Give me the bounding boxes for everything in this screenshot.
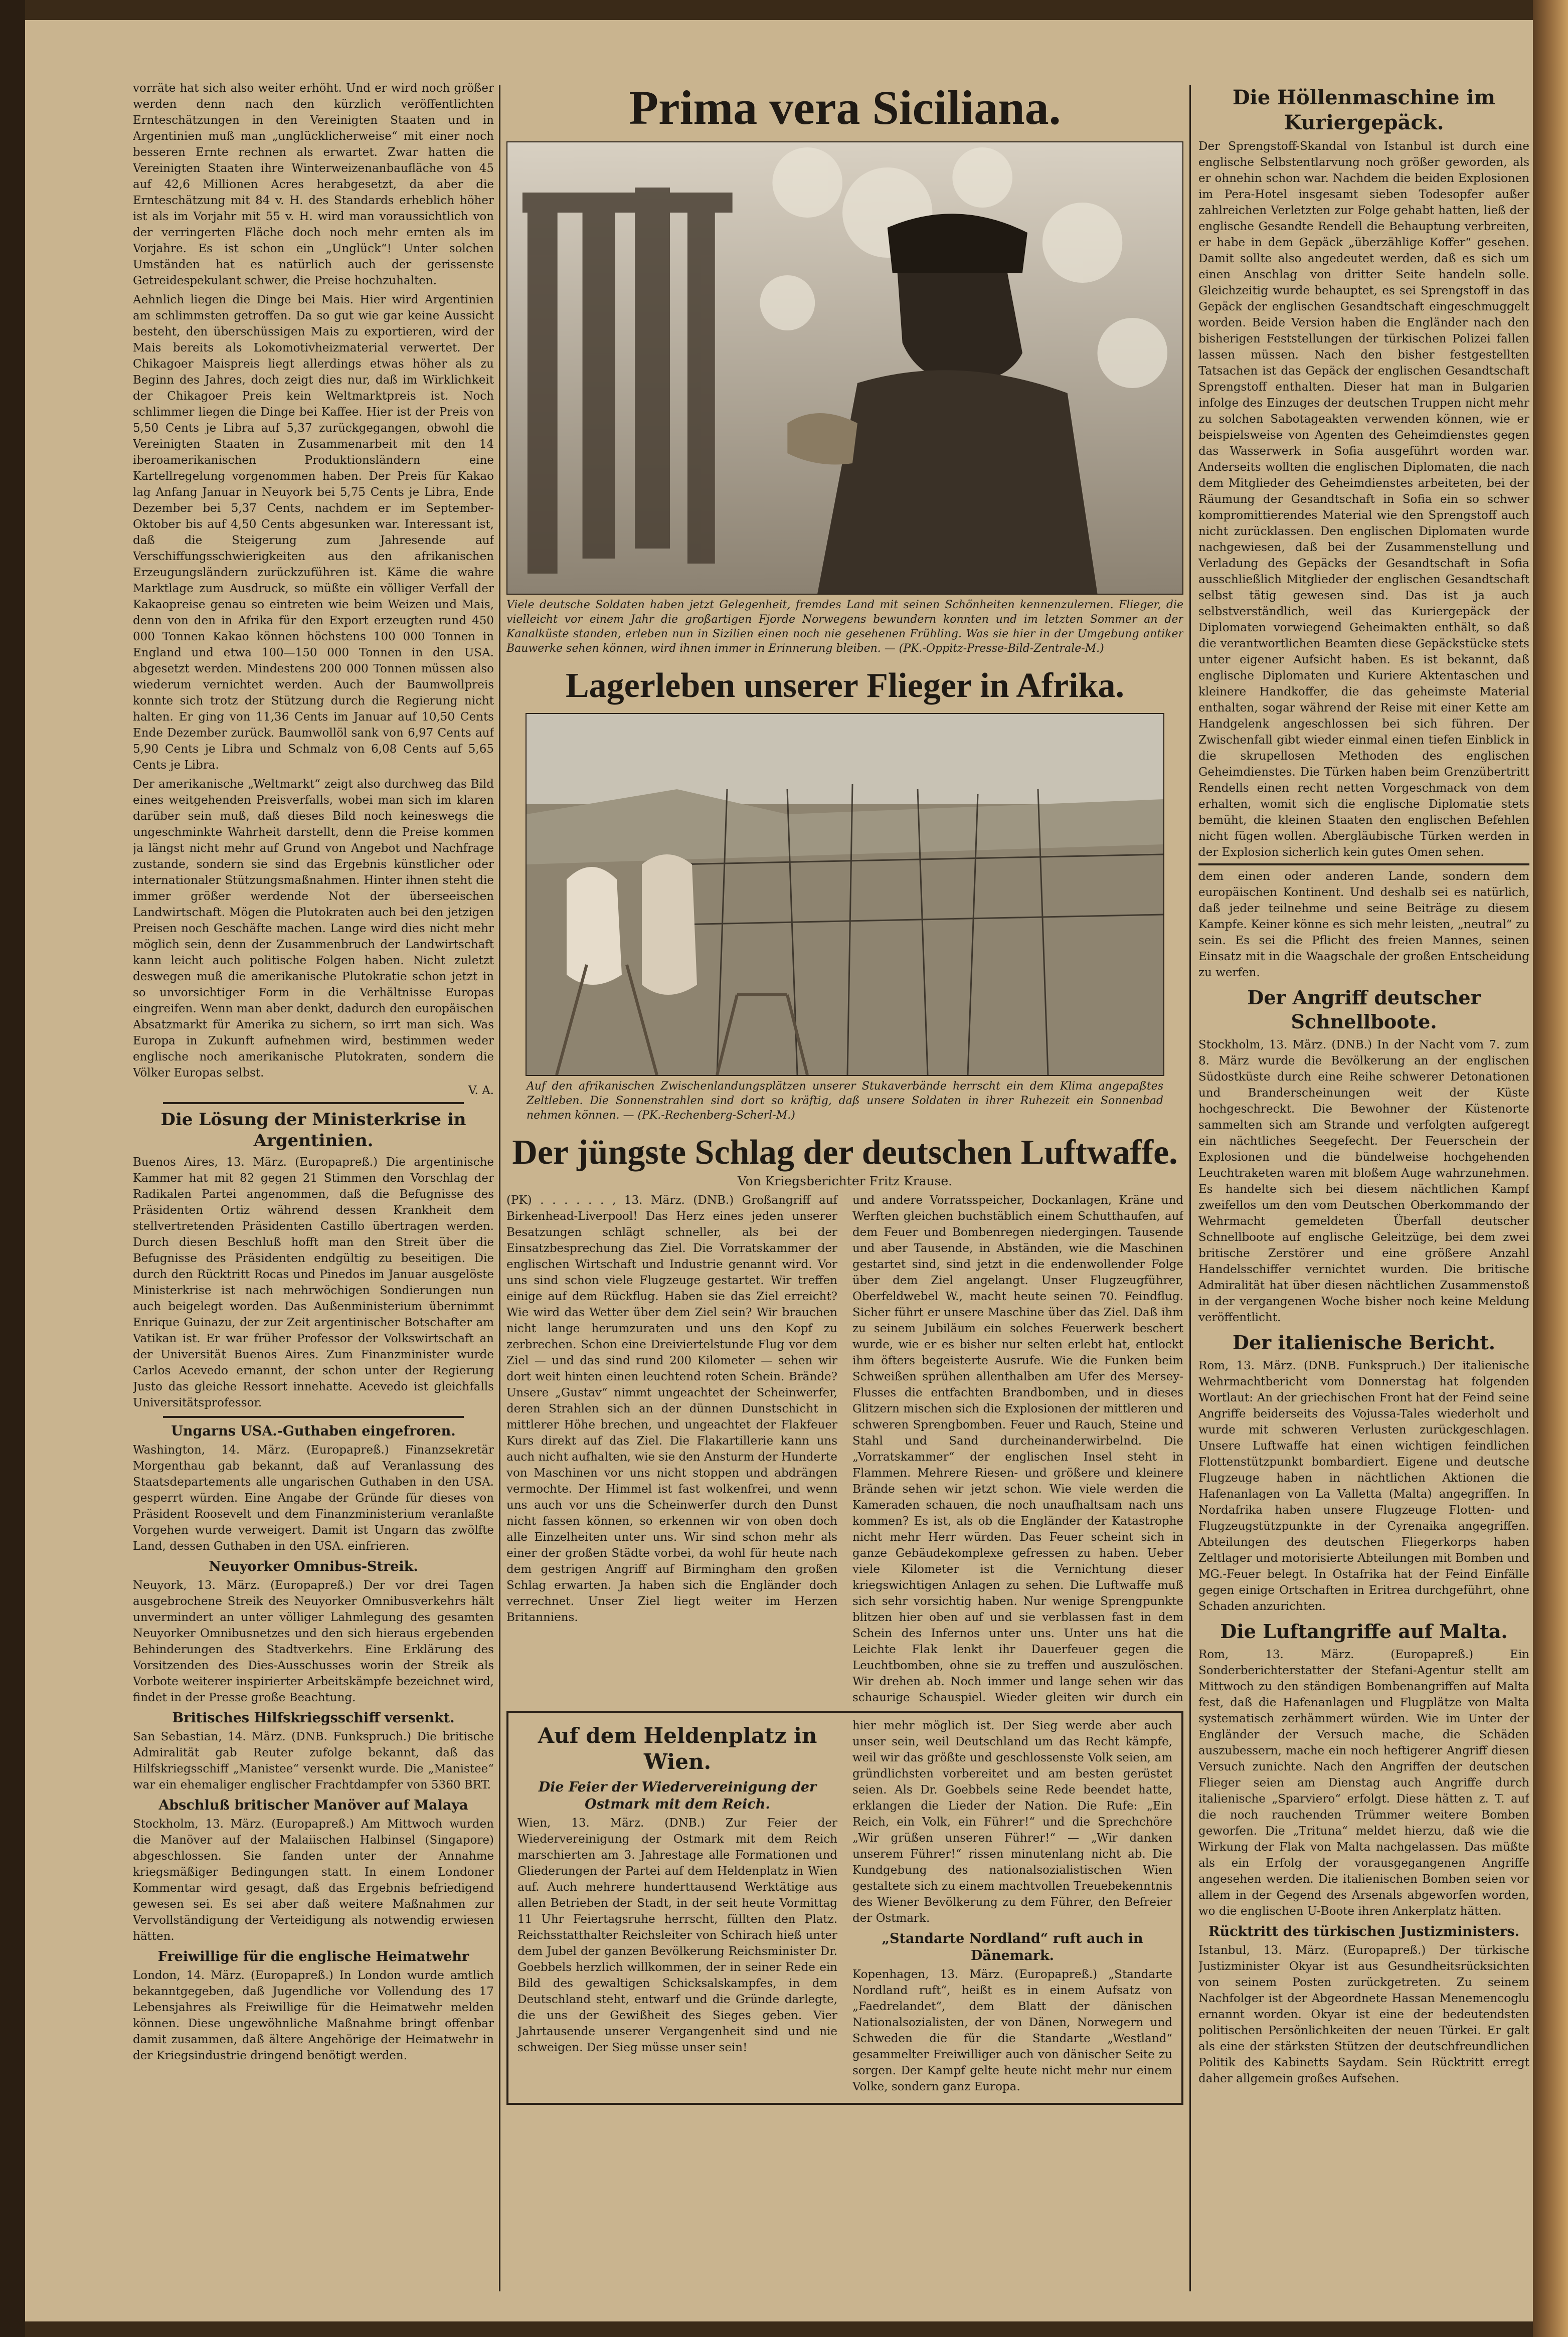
article-wien-part2: hier mehr möglich ist. Der Sieg werde aber auch unser sein, weil Deutschland um das Recht kämpfe, weil wir das größte und geschlossenste Volk seien, am gründlichsten vorbereitet und am besten gerüstet seien. Als Dr. Goebbels seine Rede beendet hatte, erklangen die Lieder der Nation. Die Rufe: „Ein Reich, ein Volk, ein Führer!“ und die Sprechchöre „Wir grüßen unseren Führer!“ — „Wir danken unserem Führer!“ rissen minutenlang nicht ab. Die Kundgebung des nationalsozialistischen Wien gestaltete sich zu einem machtvollen Treuebekenntnis des Wiener Bevölkerung zu dem Führer, den Befreier der Ostmark. xyxy=(852,1719,1172,1925)
article-schnellboote-text: Stockholm, 13. März. (DNB.) In der Nacht vom 7. zum 8. März wurde die Bevölkerung an der englischen Südostküste durch eine Reihe schwerer Detonationen und Branderscheinungen weit der Küste hochgeschreckt. Die Bewohner der Küstenorte sammelten sich am Strande und verfolgten aufgeregt ein nächtliches Seegefecht. Der Feuerschein der Explosionen und die bündelweise hochgehenden Leuchtraketen waren mit bloßem Auge wahrzunehmen. Es handelte sich bei diesem nächtlichen Kampf zweifellos um den vom Deutschen Oberkommando der Wehrmacht gemeldeten Überfall deutscher Schnellboote auf englische Geleitzüge, bei dem zwei britische Zerstörer und eine größere Anzahl Handelsschiffer vernichtet wurden. Die britische Admiralität hat über diesen nächtlichen Zusammenstoß in der vergangenen Woche bisher noch keine Meldung veröffentlicht. xyxy=(1198,1038,1529,1324)
article-hoellenmaschine-text: Der Sprengstoff-Skandal von Istanbul ist durch eine englische Selbstentlarvung noch größer geworden, als er ohnehin schon war. Nachdem die beiden Explosionen im Pera-Hotel insgesamt sieben Todesopfer außer zahlreichen Verletzten zur Folge gehabt hatten, ließ der englische Gesandte Rendell die Behauptung verbreiten, er habe in dem Gepäck „überzählige Koffer“ gesehen. Damit sollte also angedeutet werden, daß es sich um einen Anschlag von dritter Seite handeln solle. Gleichzeitig wurde behauptet, es sei Sprengstoff in das Gepäck der englischen Gesandtschaft eingeschmuggelt worden. Beide Version haben die Engländer nach den bisherigen Feststellungen der türkischen Polizei fallen lassen müssen. Nach den bisher festgestellten Tatsachen ist das Gepäck der englischen Gesandtschaft Sprengstoff enthalten. Dieser hat man in Bulgarien infolge des Einzuges der deutschen Truppen nicht mehr zu solchen Sabotageakten verwenden können, wie er beispielsweise von Agenten des Geheimdienstes gegen das Wasserwerk in Sofia ausgeführt worden war. Anderseits wollten die englischen Diplomaten, die nach dem Mitglieder des Geheimdienstes arbeiteten, bei der Räumung der Gesandtschaft in Sofia ein so schwer kompromittierendes Material wie den Sprengstoff auch nicht zurücklassen. Den englischen Diplomaten wurde nachgewiesen, daß bei der Zusammenstellung und Verladung des Gepäcks der Gesandtschaft in Sofia ausschließlich Mitglieder der englischen Gesandtschaft selbst tätig gewesen sind. Das ist ja auch selbstverständlich, weil das Kuriergepäck der Diplomaten vorwiegend Geheimakten enthält, so daß die verantwortlichen Beamten diese Gepäckstücke stets unter eigener Aufsicht haben. Es ist bekannt, daß englische Diplomaten und Kuriere Aktentaschen und kleinere Handkoffer, die das geheimste Material enthalten, sogar während der Reise mit einer Kette am Handgelenk angeschlossen bei sich führen. Der Zwischenfall gibt wieder einmal einen tiefen Einblick in die skrupellosen Methoden des englischen Geheimdienstes. Die Türken haben beim Grenzübertritt Rendells einen recht netten Vorgeschmack von dem erhalten, womit sich die englische Diplomatie stets bemüht, die kleinen Staaten den englischen Befehlen nicht fügen wollen. Abergläubische Türken werden in der Explosion sicherlich kein gutes Omen sehen. xyxy=(1198,140,1529,859)
headline-hoellenmaschine: Die Höllenmaschine im Kuriergepäck. xyxy=(1232,86,1496,134)
article-usa-text: Washington, 14. März. (Europapreß.) Finanzsekretär Morgenthau gab bekannt, daß auf Veranlassung des Staatsdepartements alle ungarischen Guthaben in den USA. gesperrt würden. Eine Angabe der Gründe für dieses von Präsident Roosevelt und dem Finanzministerium veranlaßte Vorgehen wurde verweigert. Damit ist Ungarn das zwölfte Land, dessen Guthaben in den USA. einfrieren. xyxy=(133,1444,494,1553)
article-signature: V. A. xyxy=(468,1084,494,1097)
headline-heimatwehr: Freiwillige für die englische Heimatwehr xyxy=(157,1949,469,1964)
article-omnibus-text: Neuyork, 13. März. (Europapreß.) Der vor drei Tagen ausgebrochene Streik des Neuyorker Omnibusverkehrs hält unvermindert an unter völliger Lahmlegung des gesamten Neuyorker Omnibusnetzes und den sich hieraus ergebenden Behinderungen des Stadtverkehrs. Eine Erklärung des Vorsitzenden des Dies-Ausschusses worin der Streik als Vorbote weiterer inspirierter Arbeitskämpfe bezeichnet wird, findet in der Presse große Beachtung. xyxy=(133,1579,494,1704)
article-wien-part1: Wien, 13. März. (DNB.) Zur Feier der Wiedervereinigung der Ostmark mit dem Reich marschierten am 3. Jahrestage alle Formationen und Gliederungen der Partei auf dem Heldenplatz in Wien auf. Auch mehrere hunderttausend Werktätige aus allen Betrieben der Stadt, in der seit heute Vormittag 11 Uhr Feiertagsruhe herrscht, füllten den Platz. Reichsstatthalter Reichsleiter von Schirach hieß unter dem Jubel der ganzen Bevölkerung Reichsminister Dr. Goebbels herzlich willkommen, der in seiner Rede ein Bild des gewaltigen Schicksalskampfes, in dem Deutschland steht, entwarf und die Gründe darlegte, die uns der Gewißheit des Sieges geben. Vier Jahrtausende unserer Vergangenheit sind und nie schweigen. Der Sieg müsse unser sein! xyxy=(517,1817,837,2054)
photo-sicily-soldier xyxy=(506,141,1183,595)
headline-justizminister: Rücktritt des türkischen Justizministers. xyxy=(1208,1924,1519,1939)
headline-luftwaffe: Der jüngste Schlag der deutschen Luftwaffe. xyxy=(512,1133,1178,1172)
column-rule xyxy=(499,85,500,2291)
headline-heldenplatz: Auf dem Heldenplatz in Wien. xyxy=(538,1723,817,1774)
article-argentina-text: Buenos Aires, 13. März. (Europapreß.) Die argentinische Kammer hat mit 82 gegen 21 Stimmen den Vorschlag der Radikalen Partei angenommen, daß die Befugnisse des Präsidenten Ortiz während dessen Krankheit dem stellvertretenden Präsidenten Castillo übertragen werden. Durch diesen Beschluß hofft man den Streit über die Befugnisse des Präsidenten endgültig zu beseitigen. Die durch den Rücktritt Rocas und Pinedos im Januar ausgelöste Ministerkrise ist nach mehrwöchigen Sondierungen nun auch beigelegt worden. Das Außenministerium übernimmt Enrique Guinazu, der zur Zeit argentinischer Botschafter am Vatikan ist. Er war früher Professor der Volkswirtschaft an der Universität Buenos Aires. Zum Finanzminister wurde Carlos Acevedo ernannt, der schon unter der Regierung Justo das gleiche Ressort innehatte. Acevedo ist gleichfalls Universitätsprofessor. xyxy=(133,1156,494,1409)
headline-lagerleben: Lagerleben unserer Flieger in Afrika. xyxy=(565,666,1125,705)
article-continuation-text: dem einen oder anderen Lande, sondern dem europäischen Kontinent. Und deshalb sei es natürlich, daß jeder teilnehme und seine Beiträge zu diesem Kampfe. Keiner könne es sich mehr leisten, „neutral“ zu sein. Es sei die Pflicht des freien Mannes, seinen Einsatz mit in die Waagschale der großen Entscheidung zu werfen. xyxy=(1198,870,1529,979)
subheadline-wiedervereinigung: Die Feier der Wiedervereinigung der Ostmark mit dem Reich. xyxy=(538,1779,817,1812)
headline-hilfskriegsschiff: Britisches Hilfskriegsschiff versenkt. xyxy=(172,1710,455,1726)
luftwaffe-article xyxy=(506,1192,1183,1704)
headline-omnibus: Neuyorker Omnibus-Streik. xyxy=(209,1559,418,1574)
headline-italienischer-bericht: Der italienische Bericht. xyxy=(1233,1331,1495,1354)
headline-prima-vera: Prima vera Siciliana. xyxy=(629,81,1061,134)
article-hilfskriegsschiff-text: San Sebastian, 14. März. (DNB. Funkspruch.) Die britische Admiralität gab Reuter zufolge bekannt, daß das Hilfskriegsschiff „Manistee“ versenkt wurde. Die „Manistee“ war ein ehemaliger englischer Frachtdampfer von 5360 BRT. xyxy=(133,1730,494,1791)
article-luftwaffe-part1: (PK) . . . . . . , 13. März. (DNB.) Großangriff auf Birkenhead-Liverpool! Das Herz eines jeden unserer Besatzungen schlägt schneller, als bei der Einsatzbesprechung das Ziel. Die Vorratskammer der englischen Wirtschaft und Industrie genannt wird. Vor uns sind schon viele Flugzeuge gestartet. Wir treffen einige auf dem Rückflug. Haben sie das Ziel erreicht? Wie wird das Wetter über dem Ziel sein? Wir brauchen nicht lange herumzuraten und uns den Kopf zu zerbrechen. Schon eine Dreiviertelstunde Flug vor dem Ziel — und das sind rund 200 Kilometer — sehen wir dort weit hinten einen leuchtend roten Schein. Brände? Unsere „Gustav“ nimmt ungeachtet der Scheinwerfer, deren Strahlen sich an der dünnen Dunstschicht in mittlerer Höhe brechen, und ungeachtet der Flakfeuer Kurs direkt auf das Ziel. Die Flakartillerie kann uns auch nicht aufhalten, wie sie den Ansturm der Hunderte von Maschinen vor uns nicht stoppen und abdrängen vermochte. Der Himmel ist fast wolkenfrei, und wenn uns auch vor uns die Scheinwerfer durch den Dunst nicht fassen können, so erkennen wir von oben doch alle Einzelheiten unter uns. Wir sind schon mehr als einer der großen Städte vorbei, da wohl für heute nach dem gestrigen Angriff auf Birmingham den großen Schlag erwarten. Ja haben sich die Engländer doch verrechnet. Unser Ziel liegt weiter im Herzen Britanniens. xyxy=(506,1194,837,1624)
article-standarte-text: Kopenhagen, 13. März. (Europapreß.) „Standarte Nordland ruft“, heißt es in einem Aufsatz von „Faedrelandet“, dem Blatt der dänischen Nationalsozialisten, der von Dänen, Norwegern und Schweden die für die Standarte „Westland“ gesammelter Freiwilliger auch von dänischer Seite zu sorgen. Der Kampf gelte heute nicht mehr nur einem Volke, sondern ganz Europa. xyxy=(852,1968,1172,2093)
headline-malaya: Abschluß britischer Manöver auf Malaya xyxy=(158,1797,468,1813)
headline-schnellboote: Der Angriff deutscher Schnellboote. xyxy=(1247,986,1481,1033)
page-edge-right xyxy=(1533,0,1568,2337)
article-heimatwehr-text: London, 14. März. (Europapreß.) In London wurde amtlich bekanntgegeben, daß Jugendliche vor Vollendung des 17 Lebensjahres als Freiwillige für die Heimatwehr melden können. Diese ungewöhnliche Maßnahme bringt offenbar damit zusammen, daß ältere Angehörige der Heimatwehr in der Kriegsindustrie dringend benötigt werden. xyxy=(133,1969,494,2062)
divider xyxy=(1198,863,1529,865)
photo-airfield-camp xyxy=(526,713,1164,1076)
headline-malta: Die Luftangriffe auf Malta. xyxy=(1220,1620,1508,1643)
page-edge-left xyxy=(0,0,25,2337)
headline-standarte-nordland: „Standarte Nordland“ ruft auch in Dänemark. xyxy=(882,1931,1143,1963)
right-column xyxy=(1198,80,1529,2301)
article-mais-text: Aehnlich liegen die Dinge bei Mais. Hier wird Argentinien am schlimmsten getroffen. Da so gut wie gar keine Aussicht besteht, den überschüssigen Mais zu exportieren, wird der Mais bereits als Lokomotivheizmaterial verwertet. Der Chikagoer Maispreis liegt allerdings etwas höher als zu Beginn des Jahres, doch zeigt dies nur, daß im Wirklichkeit der Chikagoer Preis kein Weltmarktpreis ist. Noch schlimmer liegen die Dinge bei Kaffee. Hier ist der Preis von 5,50 Cents je Libra auf 5,37 zurückgegangen, obwohl die Vereinigten Staaten in Zusammenarbeit mit den 14 iberoamerikanischen Produktionsländern eine Kartellregelung vorgenommen haben. Der Preis für Kakao lag Anfang Januar in Neuyork bei 5,75 Cents je Libra, Ende Dezember bei 5,37 Cents, nachdem er im September-Oktober bis auf 4,50 Cents abgesunken war. Interessant ist, daß die Steigerung zum Jahresende auf Verschiffungsschwierigkeiten aus den afrikanischen Erzeugungsländern zurückzuführen ist. Käme die wahre Marktlage zum Ausdruck, so müßte ein völliger Verfall der Kakaopreise genau so eintreten wie beim Weizen und Mais, denn von den in Afrika für den Export erzeugten rund 450 000 Tonnen Kakao können höchstens 100 000 Tonnen in England und etwa 100—150 000 Tonnen in den USA. abgesetzt werden. Mindestens 200 000 Tonnen müssen also wiederum vernichtet werden. Auch der Baumwollpreis konnte sich trotz der Stützung durch die Regierung nicht halten. Er ging von 11,36 Cents im Januar auf 10,50 Cents Ende Dezember zurück. Baumwollöl sank von 6,97 Cents auf 5,90 Cents je Libra und Schmalz von 6,08 Cents auf 5,65 Cents je Libra. xyxy=(133,293,494,772)
box-wien xyxy=(506,1711,1183,2105)
headline-usa-guthaben: Ungarns USA.-Guthaben eingefroren. xyxy=(171,1423,456,1439)
newspaper-page xyxy=(25,20,1544,2321)
article-luftwaffe-part2: und andere Vorratsspeicher, Dockanlagen, Kräne und Werften gleichen buchstäblich einem Schutthaufen, auf dem Feuer und Bombenregen niedergingen. Tausende und aber Tausende, in Abständen, wie die Maschinen gestartet sind, sind jetzt in die endenwollender Folge über dem Ziel angelangt. Unser Flugzeugführer, Oberfeldwebel W., macht heute seinen 70. Feindflug. Sicher führt er unsere Maschine über das Ziel. Daß ihm zu seinem Jubiläum ein solches Feuerwerk beschert wurde, wie er es bisher nur selten erlebt hat, entlockt ihm öfters begeisterte Ausrufe. Wie die Funken beim Schweißen sprühen allenthalben am Ufer des Mersey-Flusses die entfachten Brandbomben, und in dieses Glitzern mischen sich die Explosionen der mittleren und schweren Sprengbomben. Feuer und Rauch, Steine und Stahl und Sand durcheinanderwirbelnd. Die „Vorratskammer“ der englischen Insel steht in Flammen. Mehrere Riesen- und größere und kleinere Brände sehen wir jetzt schon. Wie viele werden die Kameraden schauen, die noch unaufhaltsam nach uns kommen? Es ist, als ob die Engländer der Katastrophe nicht mehr Herr würden. Das Feuer scheint sich in ganze Gebäudekomplexe gefressen zu haben. Ueber viele Kilometer ist die Vernichtung dieser kriegswichtigen Anlagen zu sehen. Die Luftwaffe muß sich sehr vorsichtig haben. Nur wenige Sprengpunkte blitzen hier oben auf und sie verblassen fast in dem Schein des Infernos unter uns. Unter uns hat die Leichte Flak lenkt ihr Dauerfeuer gegen die Leuchtbomben, ohne sie zu treffen und auszulöschen. Wir drehen ab. Noch immer und lange sehen wir das schaurige Schauspiel. Wieder gleiten wir durch ein xyxy=(852,1194,1183,1704)
column-rule xyxy=(1189,85,1191,2291)
middle-column xyxy=(506,80,1183,2301)
article-justizminister-text: Istanbul, 13. März. (Europapreß.) Der türkische Justizminister Okyar ist aus Gesundheitsrücksichten von seinem Posten zurückgetreten. Zu seinem Nachfolger ist der Abgeordnete Hassan Menemencoglu ernannt worden. Okyar ist eine der bedeutendsten politischen Persönlichkeiten der neuen Türkei. Er galt als eine der stärksten Stützen der deutschfreundlichen Politik des Kabinetts Saydam. Sein Rücktritt erregt daher allgemein großes Aufsehen. xyxy=(1198,1944,1529,2085)
article-malta-text: Rom, 13. März. (Europapreß.) Ein Sonderberichterstatter der Stefani-Agentur stellt am Mittwoch zu den ständigen Bombenangriffen auf Malta fest, daß die Hafenanlagen und Flugplätze von Malta systematisch zerhämmert würden. Wie im Unter der Engländer der Versuch mache, die Schäden auszubessern, mache ein noch heftigerer Angriff diesen Versuch zunichte. Nach den Angriffen der deutschen Flieger seien am Dienstag auch Angriffe durch italienische „Sparviero“ erfolgt. Diese hätten z. T. auf die noch rauchenden Trümmer weitere Bomben geworfen. Die „Trituna“ meldet hierzu, daß wie die Wirkung der Flak von Malta nachgelassen. Das müßte als ein Erfolg der vorausgegangenen Angriffe angesehen werden. Die italienischen Bomben seien vor allem in der Gegend des Arsenals abgeworfen worden, wo die englischen U-Boote ihren Ankerplatz hätten. xyxy=(1198,1648,1529,1918)
article-malaya-text: Stockholm, 13. März. (Europapreß.) Am Mittwoch wurden die Manöver auf der Malaiischen Halbinsel (Singapore) abgeschlossen. Sie fanden unter der Annahme kriegsmäßiger Bedingungen statt. In einem Londoner Kommentar wird gesagt, daß das Ergebnis befriedigend gewesen sei. Es sei aber daß weitere Maßnahmen zur Vervollständigung der Verteidigung als notwendig erwiesen hätten. xyxy=(133,1818,494,1943)
byline-krause: Von Kriegsberichter Fritz Krause. xyxy=(737,1174,953,1188)
left-column xyxy=(133,80,494,2301)
headline-argentina: Die Lösung der Ministerkrise in Argentinien. xyxy=(160,1110,466,1151)
photo-sicily-illustration xyxy=(507,142,1182,594)
divider xyxy=(163,1102,464,1104)
article-lead-text: vorräte hat sich also weiter erhöht. Und er wird noch größer werden denn nach den kürzlich veröffentlichten Ernteschätzungen in den Vereinigten Staaten und in Argentinien muß man „unglücklicherweise“ mit einer noch besseren Ernte rechnen als erwartet. Zwar hatten die Vereinigten Staaten ihre Winterweizenanbaufläche von 45 auf 42,6 Millionen Acres herabgesetzt, da aber die Ernteschätzung mit 84 v. H. des Standards erheblich höher ist als im Vorjahr mit 55 v. H. wird man voraussichtlich von der verringerten Fläche doch noch mehr ernten als im Vorjahre. Es ist schon ein „Unglück“! Unter solchen Umständen hat es natürlich auch der gerissenste Getreidespekulant schwer, die Preise hochzuhalten. xyxy=(133,82,494,287)
photo-camp-illustration xyxy=(527,714,1163,1075)
divider xyxy=(163,1416,464,1418)
article-italienischer-bericht-text: Rom, 13. März. (DNB. Funkspruch.) Der italienische Wehrmachtbericht vom Donnerstag hat folgenden Wortlaut: An der griechischen Front hat der Feind seine Angriffe beiderseits des Vojussa-Tales wiederholt und wurde mit schweren Verlusten zurückgeschlagen. Unsere Luftwaffe hat einen wichtigen feindlichen Flottenstützpunkt bombardiert. Eigene und deutsche Flugzeuge haben in nächtlichen Aktionen die Hafenanlagen von La Valletta (Malta) angegriffen. In Nordafrika haben unsere Flugzeuge Flotten- und Flugzeugstützpunkte in der Cyrenaika angegriffen. Abteilungen des deutschen Fliegerkorps haben Zeltlager und motorisierte Abteilungen mit Bomben und MG.-Feuer belegt. In Ostafrika hat der Feind Einfälle gegen einige Ortschaften in Eritrea durchgeführt, ohne Schaden anzurichten. xyxy=(1198,1359,1529,1613)
article-weltmarkt-text: Der amerikanische „Weltmarkt“ zeigt also durchweg das Bild eines weitgehenden Preisverfalls, wobei man sich im klaren darüber sein muß, daß dieses Bild noch keineswegs die ungeschminkte Wahrheit darstellt, denn die Preise kommen ja längst nicht mehr auf Grund von Angebot und Nachfrage zustande, sondern sie sind das Ergebnis künstlicher oder internationaler Stützungsmaßnahmen. Hinter ihnen steht die immer größer werdende Not der überseeischen Landwirtschaft. Mögen die Plutokraten auch bei den jetzigen Preisen noch Geschäfte machen. Lange wird dies nicht mehr möglich sein, denn der Zusammenbruch der Landwirtschaft kann leicht auch politische Folgen haben. Nicht zuletzt deswegen muß die amerikanische Plutokratie schon jetzt in so unvorsichtiger Form in die Verhältnisse Europas eingreifen. Wenn man aber denkt, dadurch den europäischen Absatzmarkt für Amerika zu sichern, so irrt man sich. Was Europa in Zukunft aufnehmen wird, bestimmen weder englische noch amerikanische Plutokraten, sondern die Völker Europas selbst. xyxy=(133,778,494,1080)
caption-africa: Auf den afrikanischen Zwischenlandungsplätzen unserer Stukaverbände herrscht ein dem Klima angepaßtes Zeltleben. Die Sonnenstrahlen sind dort so kräftig, daß unsere Soldaten in ihrer Ruhezeit ein Sonnenbad nehmen können. — (PK.-Rechenberg-Scherl-M.) xyxy=(527,1080,1163,1122)
caption-sicily: Viele deutsche Soldaten haben jetzt Gelegenheit, fremdes Land mit seinen Schönheiten kennenzulernen. Flieger, die vielleicht vor einem Jahr die großartigen Fjorde Norwegens bewundern konnten und im letzten Sommer an der Kanalküste standen, erleben nun in Sizilien einen noch nie gesehenen Frühling. Was sie hier in der Umgebung antiker Bauwerke sehen können, wird ihnen immer in Erinnerung bleiben. — (PK.-Oppitz-Presse-Bild-Zentrale-M.) xyxy=(506,599,1183,655)
